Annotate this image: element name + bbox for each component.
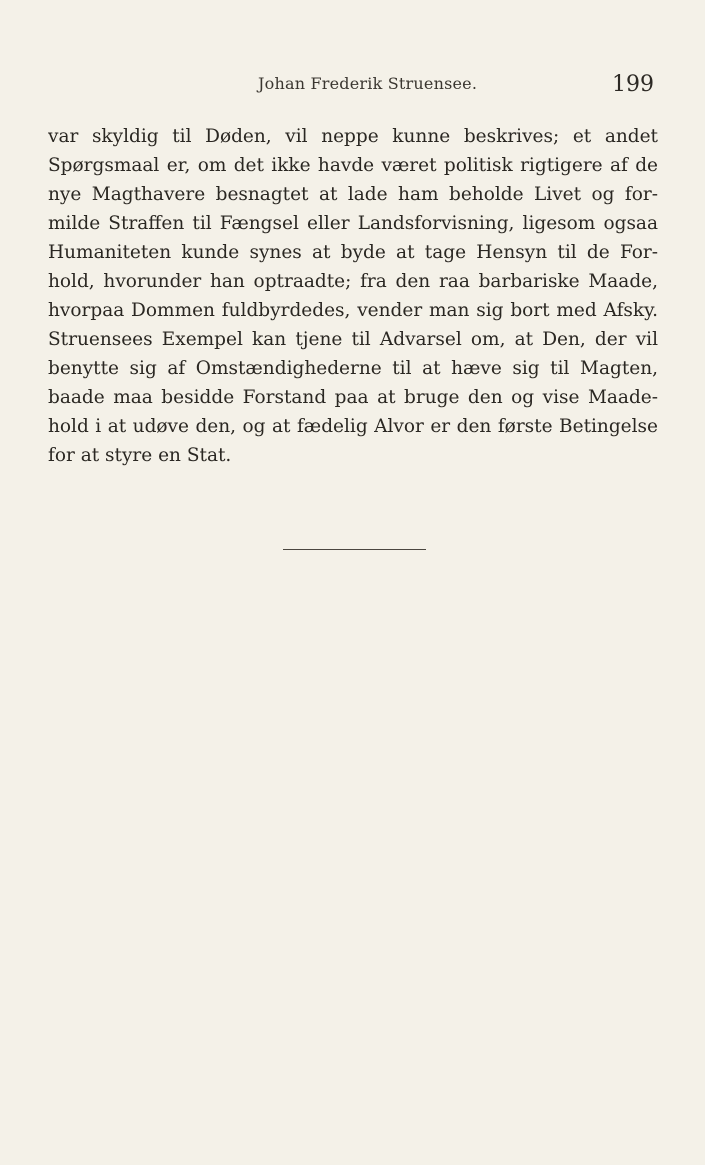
text-line: nye Magthavere besnagtet at lade ham beholde Livet og for- [48, 184, 658, 205]
section-end-rule [283, 549, 426, 550]
text-line: for at styre en Stat. [48, 445, 232, 466]
text-line: Spørgsmaal er, om det ikke havde været politisk rigtigere af de [48, 155, 658, 176]
text-line: Struensees Exempel kan tjene til Advarsel om, at Den, der vil [48, 329, 658, 350]
text-line: benytte sig af Omstændighederne til at hæve sig til Magten, [48, 358, 658, 379]
text-line: hold, hvorunder han optraadte; fra den raa barbariske Maade, [48, 271, 658, 292]
body-text [48, 122, 658, 470]
text-line: hvorpaa Dommen fuldbyrdedes, vender man sig bort med Afsky. [48, 300, 658, 321]
text-line: var skyldig til Døden, vil neppe kunne beskrives; et andet [48, 126, 658, 147]
text-line: baade maa besidde Forstand paa at bruge den og vise Maade- [48, 387, 658, 408]
text-line: hold i at udøve den, og at fædelig Alvor er den første Betingelse [48, 416, 658, 437]
text-line: Humaniteten kunde synes at byde at tage Hensyn til de For- [48, 242, 658, 263]
running-head-title: Johan Frederik Struensee. [258, 74, 478, 93]
text-line: milde Straffen til Fængsel eller Landsforvisning, ligesom ogsaa [48, 213, 658, 234]
page-number: 199 [612, 72, 654, 97]
